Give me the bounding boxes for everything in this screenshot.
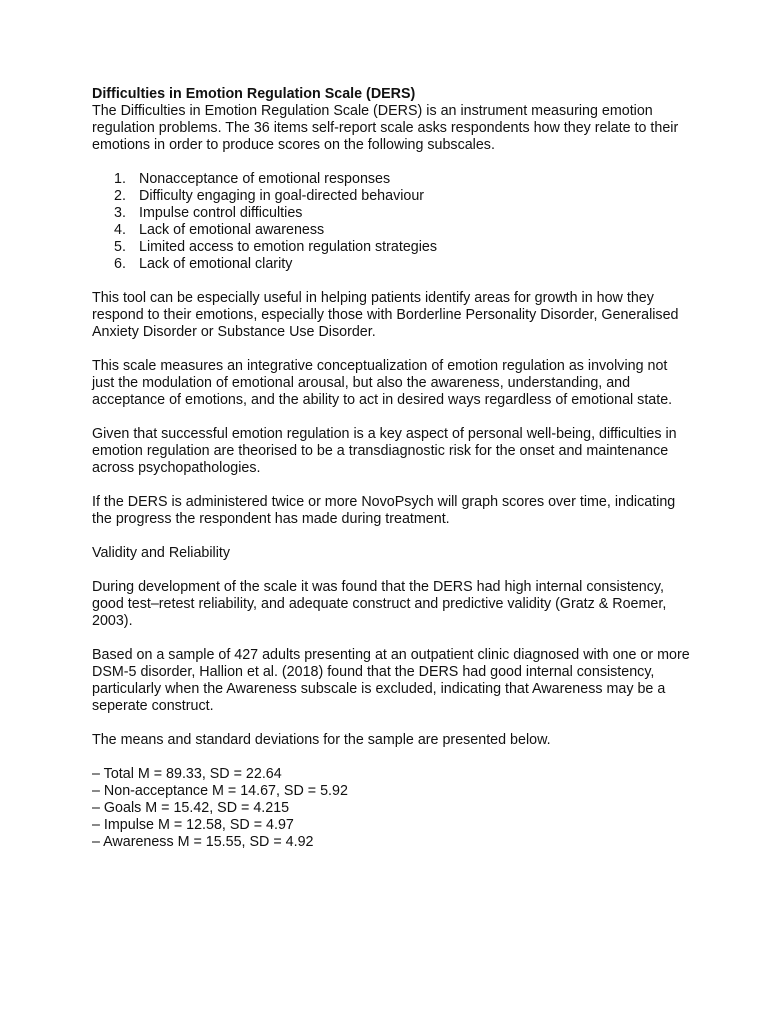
stat-line: – Goals M = 15.42, SD = 4.215 <box>92 800 290 816</box>
list-item-text: Impulse control difficulties <box>139 205 303 221</box>
stat-line: – Impulse M = 12.58, SD = 4.97 <box>92 817 294 833</box>
list-item <box>92 239 692 256</box>
risk-paragraph: Given that successful emotion regulation is a key aspect of personal well-being, difficulties in emotion regulation are theorised to be a transdiagnostic risk for the onset and maintenance across psychopathologies. <box>92 426 677 476</box>
list-item-number: 1. <box>114 171 126 187</box>
section-heading-validity: Validity and Reliability <box>92 545 231 561</box>
list-item <box>92 205 692 222</box>
list-item-text: Nonacceptance of emotional responses <box>139 171 391 187</box>
list-item-number: 3. <box>114 205 126 221</box>
document-page <box>92 86 692 851</box>
sample-paragraph: Based on a sample of 427 adults presenting at an outpatient clinic diagnosed with one or more DSM-5 disorder, Hallion et al. (2018) found that the DERS had good internal consistency, particularly when the Awareness subscale is excluded, indicating that Awareness may be a seperate construct. <box>92 647 690 714</box>
list-item-number: 4. <box>114 222 126 238</box>
stat-line: – Non-acceptance M = 14.67, SD = 5.92 <box>92 783 348 799</box>
stat-line: – Total M = 89.33, SD = 22.64 <box>92 766 282 782</box>
list-item-number: 6. <box>114 256 126 272</box>
list-item <box>92 171 692 188</box>
list-item-text: Limited access to emotion regulation strategies <box>139 239 438 255</box>
means-paragraph: The means and standard deviations for the sample are presented below. <box>92 732 551 748</box>
list-item-text: Lack of emotional awareness <box>139 222 325 238</box>
stats-list <box>92 766 692 851</box>
subscale-list <box>92 171 692 273</box>
document-title: Difficulties in Emotion Regulation Scale (DERS) <box>92 86 416 102</box>
graph-paragraph: If the DERS is administered twice or more NovoPsych will graph scores over time, indicating the progress the respondent has made during treatment. <box>92 494 676 527</box>
list-item <box>92 222 692 239</box>
stat-line: – Awareness M = 15.55, SD = 4.92 <box>92 834 314 850</box>
list-item-text: Difficulty engaging in goal-directed behaviour <box>139 188 425 204</box>
intro-paragraph: The Difficulties in Emotion Regulation Scale (DERS) is an instrument measuring emotion regulation problems. The 36 items self-report scale asks respondents how they relate to their emotions in order to produce scores on the following subscales. <box>92 103 679 153</box>
list-item <box>92 188 692 205</box>
list-item-text: Lack of emotional clarity <box>139 256 293 272</box>
useful-paragraph: This tool can be especially useful in helping patients identify areas for growth in how they respond to their emotions, especially those with Borderline Personality Disorder, Generalised Anxiety Disorder or Substance Use Disorder. <box>92 290 679 340</box>
list-item-number: 2. <box>114 188 126 204</box>
development-paragraph: During development of the scale it was found that the DERS had high internal consistency, good test–retest reliability, and adequate construct and predictive validity (Gratz & Roemer, 2003). <box>92 579 667 629</box>
list-item <box>92 256 692 273</box>
measures-paragraph: This scale measures an integrative conceptualization of emotion regulation as involving not just the modulation of emotional arousal, but also the awareness, understanding, and acceptance of emotions, and the ability to act in desired ways regardless of emotional state. <box>92 358 673 408</box>
list-item-number: 5. <box>114 239 126 255</box>
